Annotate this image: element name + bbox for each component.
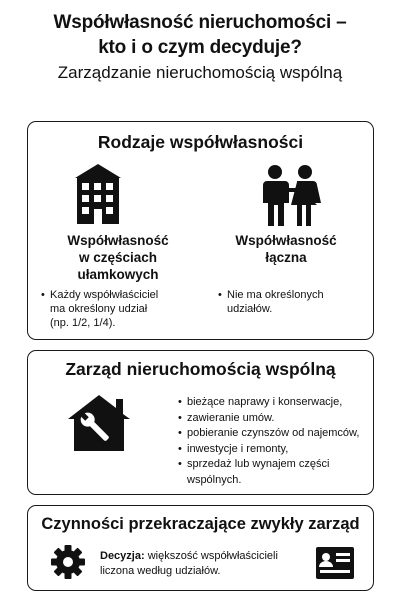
list-item: [178, 442, 373, 458]
management-task-list: [178, 395, 373, 488]
list-item: [178, 411, 373, 427]
decision-label: Decyzja:: [100, 550, 145, 562]
task-text: inwestycje i remonty,: [187, 442, 289, 455]
task-text: wspólnych.: [187, 473, 242, 486]
decision-text-line-1: większość współwłaścicieli: [147, 550, 278, 562]
task-text: pobieranie czynszów od najemców,: [187, 427, 360, 439]
joint-heading-line-2: łączna: [265, 250, 307, 265]
management-panel: [27, 350, 374, 495]
bullet-dot: •: [178, 458, 182, 470]
fractional-ownership: [34, 232, 202, 283]
list-item-continuation: [178, 473, 373, 489]
bullet-dot: •: [218, 289, 222, 301]
ownership-types-title: Rodzaje współwłasności: [97, 132, 304, 152]
decision-text-line-2: liczona według udziałów.: [100, 565, 221, 577]
joint-ownership-bullet: [218, 288, 367, 316]
joint-bullet-line-2: udziałów.: [227, 303, 273, 315]
fractional-heading-line-3: ułamkowych: [77, 267, 159, 282]
fractional-bullet-line-1: Każdy współwłaściciel: [50, 289, 159, 301]
extraordinary-acts-title: Czynności przekraczające zwykły zarząd: [41, 515, 360, 533]
bullet-dot: •: [178, 411, 182, 424]
couple-icon: [256, 164, 324, 226]
building-icon: [73, 164, 123, 224]
fractional-heading-line-1: Współwłasność: [67, 233, 169, 248]
task-text: bieżące naprawy i konserwacje,: [187, 396, 343, 408]
page-header: [0, 0, 400, 84]
fractional-heading-line-2: w częściach: [78, 250, 158, 265]
page-title: [0, 0, 400, 60]
bullet-dot: •: [178, 442, 182, 455]
page-subtitle: Zarządzanie nieruchomością wspólną: [57, 63, 343, 82]
decision-text: [100, 549, 310, 579]
bullet-dot: •: [178, 427, 182, 439]
list-item: [178, 457, 373, 473]
fractional-bullet-line-3: (np. 1/2, 1/4).: [50, 317, 116, 329]
bullet-dot: •: [178, 396, 182, 408]
joint-bullet-line-1: Nie ma określonych: [227, 289, 324, 301]
fractional-ownership-bullet: [41, 288, 200, 330]
extraordinary-acts-panel: [27, 505, 374, 591]
ownership-types-panel: [27, 121, 374, 340]
bullet-dot: •: [41, 289, 45, 301]
page-title-line-2: kto i o czym decyduje?: [98, 37, 302, 58]
joint-ownership-heading: [206, 232, 366, 266]
document-id-icon: [316, 547, 354, 579]
house-tools-icon: [66, 393, 132, 451]
management-title: Zarząd nieruchomością wspólną: [65, 359, 336, 379]
list-item: [178, 426, 373, 442]
task-text: zawieranie umów.: [187, 411, 275, 424]
decision-line-1: [100, 549, 310, 564]
page-title-line-1: Współwłasność nieruchomości –: [53, 12, 347, 33]
list-item: [178, 395, 373, 411]
joint-ownership: [206, 232, 366, 266]
gear-icon: [50, 544, 86, 580]
task-text: sprzedaż lub wynajem części: [187, 458, 330, 470]
fractional-ownership-heading: [34, 232, 202, 283]
joint-heading-line-1: Współwłasność: [235, 233, 337, 248]
fractional-bullet-line-2: ma określony udział: [50, 303, 148, 315]
